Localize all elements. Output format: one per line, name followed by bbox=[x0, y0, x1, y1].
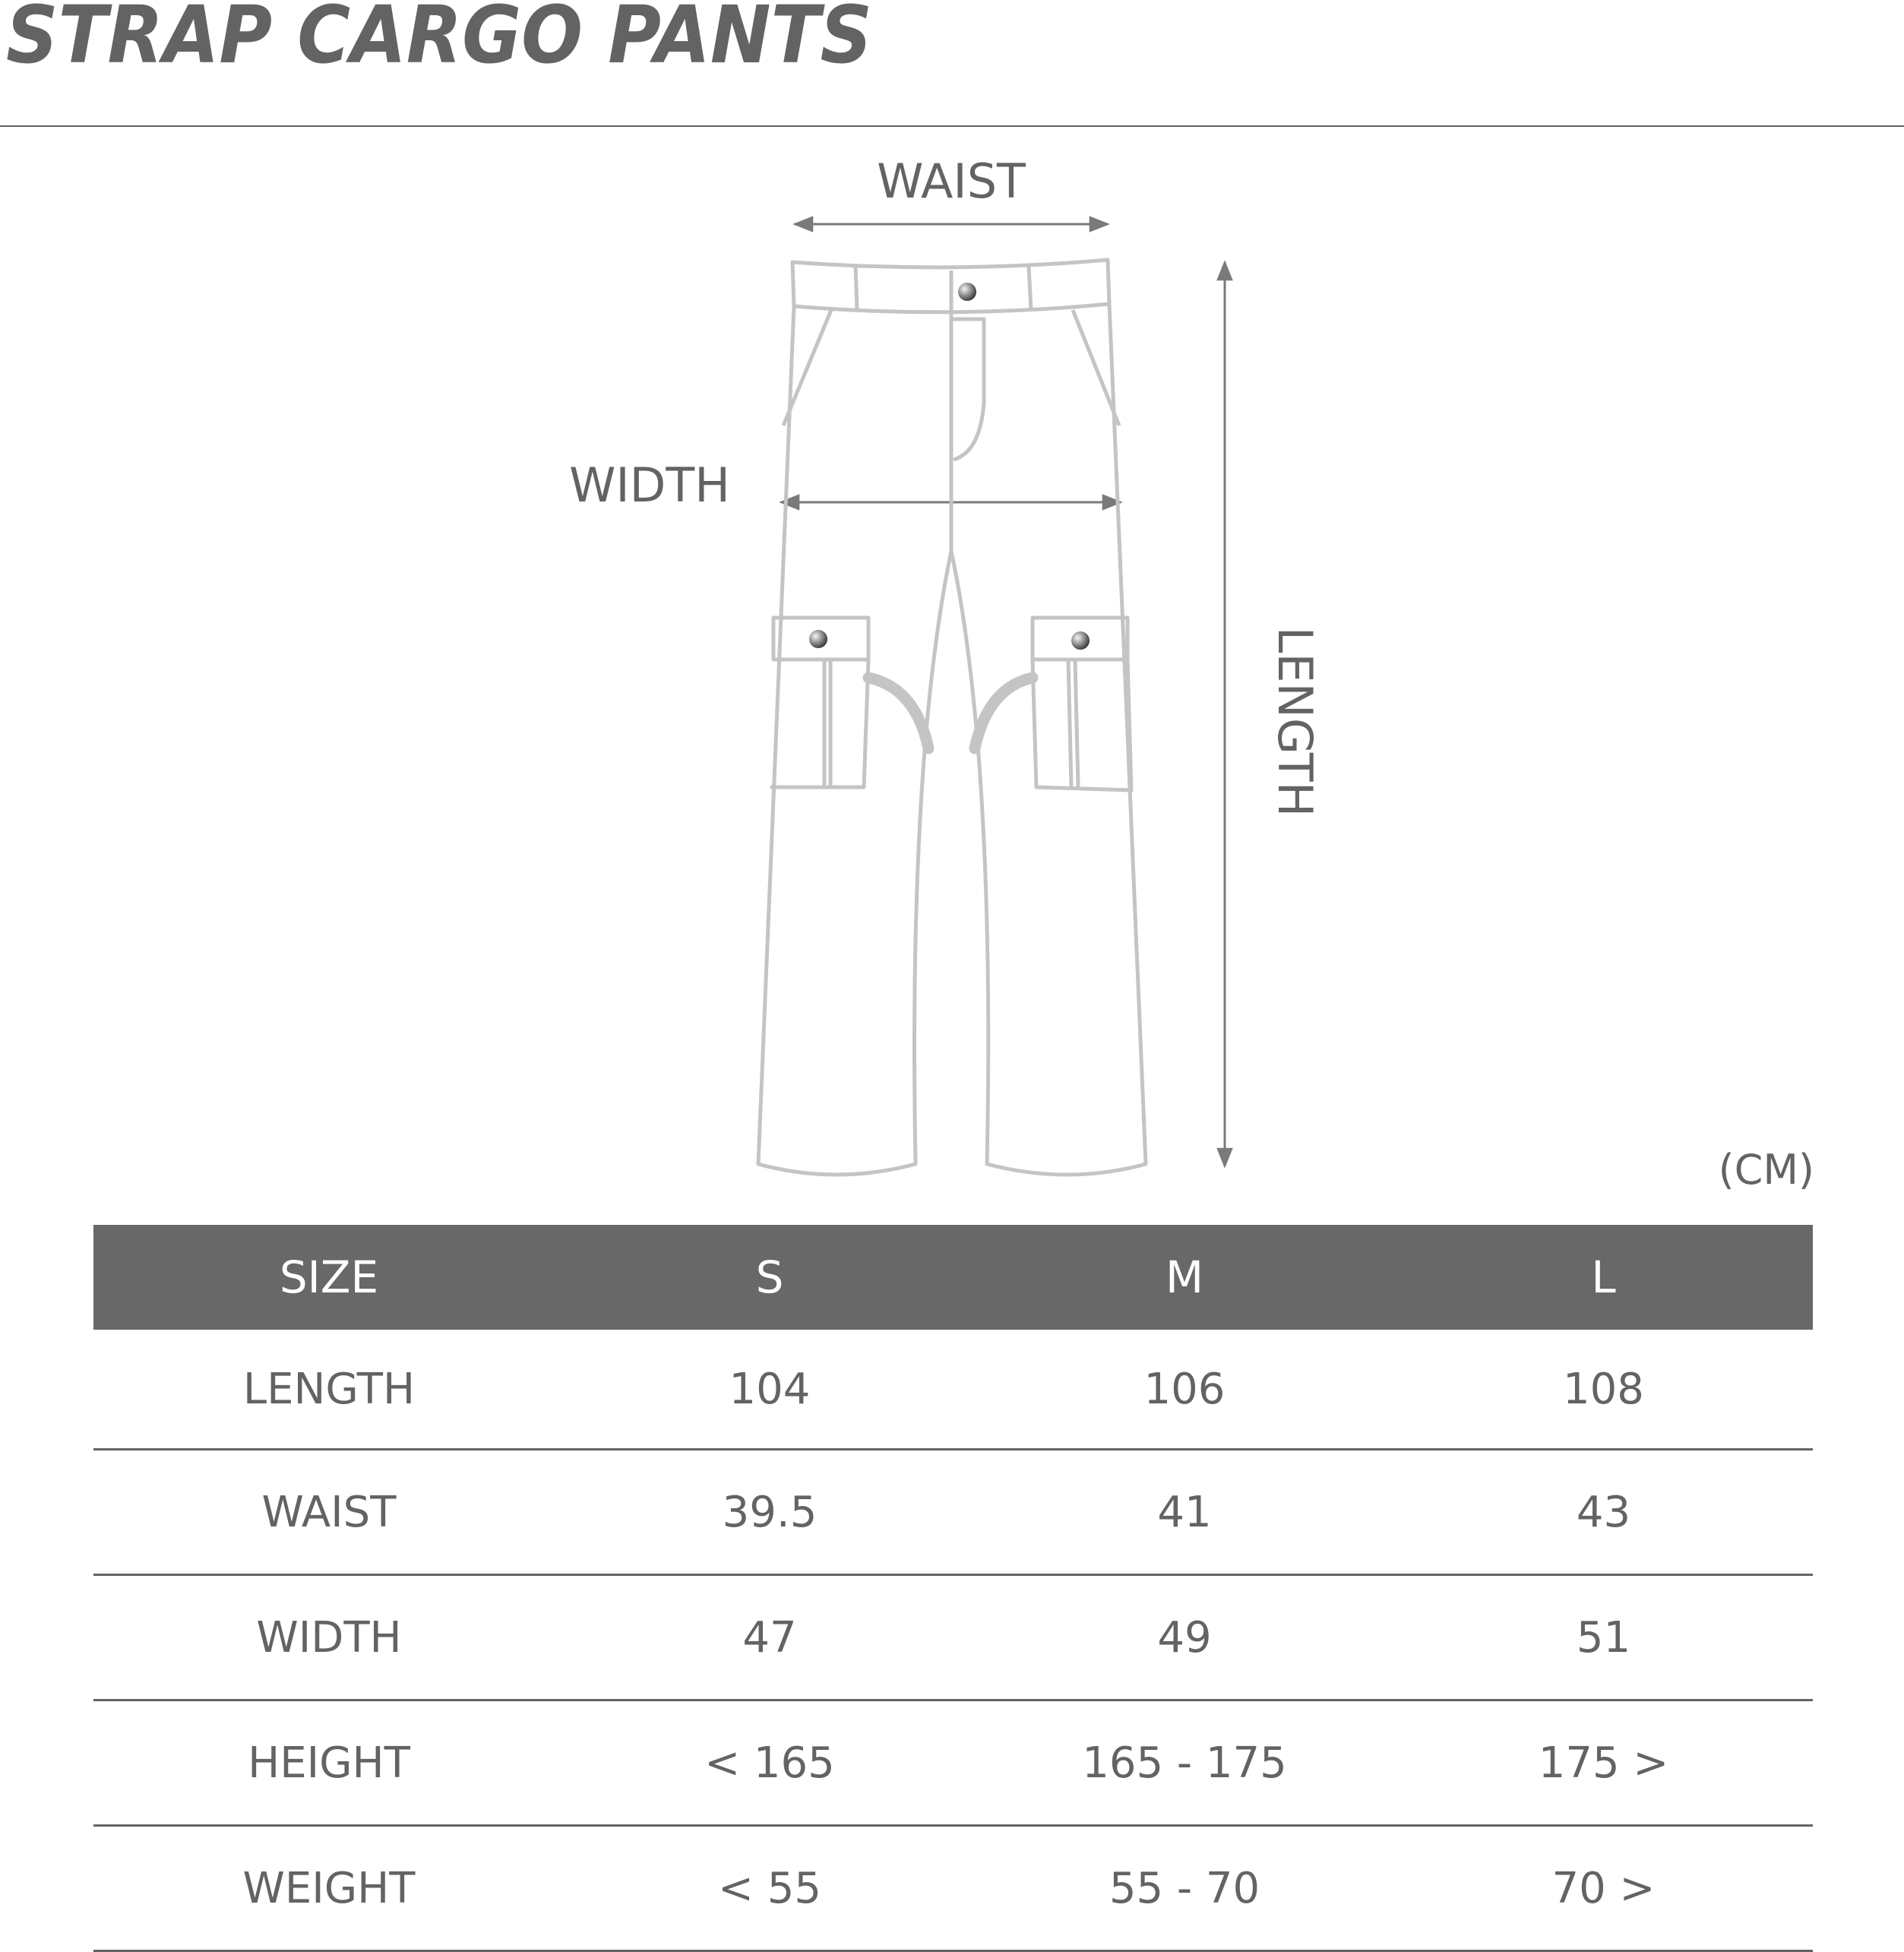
cell-value: 175 > bbox=[1394, 1700, 1813, 1826]
pants-straps bbox=[868, 678, 1033, 748]
cell-value: < 55 bbox=[565, 1826, 975, 1951]
waist-button-icon bbox=[958, 283, 976, 301]
header-size: SIZE bbox=[93, 1225, 565, 1330]
table-row bbox=[93, 1826, 1813, 1951]
left-pocket-button-icon bbox=[809, 630, 827, 648]
table-header-row bbox=[93, 1225, 1813, 1330]
header-m: M bbox=[975, 1225, 1394, 1330]
cell-value: 106 bbox=[975, 1330, 1394, 1450]
cell-value: 108 bbox=[1394, 1330, 1813, 1450]
header-s: S bbox=[565, 1225, 975, 1330]
cell-value: 47 bbox=[565, 1575, 975, 1700]
pants-outline bbox=[758, 260, 1146, 1175]
waist-label: WAIST bbox=[877, 153, 1026, 209]
cell-value: 41 bbox=[975, 1450, 1394, 1575]
row-label-weight: WEIGHT bbox=[93, 1826, 565, 1951]
cell-value: 43 bbox=[1394, 1450, 1813, 1575]
cell-value: 104 bbox=[565, 1330, 975, 1450]
size-table bbox=[93, 1225, 1813, 1952]
width-label: WIDTH bbox=[569, 457, 730, 513]
cell-value: 70 > bbox=[1394, 1826, 1813, 1951]
page-title bbox=[6, 0, 918, 76]
length-label: LENGTH bbox=[1267, 626, 1323, 818]
cell-value: < 165 bbox=[565, 1700, 975, 1826]
pants-diagram bbox=[0, 129, 1904, 1208]
cell-value: 55 - 70 bbox=[975, 1826, 1394, 1951]
row-label-height: HEIGHT bbox=[93, 1700, 565, 1826]
row-label-waist: WAIST bbox=[93, 1450, 565, 1575]
title-text: STRAP CARGO PANTS bbox=[6, 0, 872, 76]
table-row bbox=[93, 1450, 1813, 1575]
cell-value: 165 - 175 bbox=[975, 1700, 1394, 1826]
table-row bbox=[93, 1330, 1813, 1450]
right-pocket-button-icon bbox=[1071, 631, 1090, 650]
header-l: L bbox=[1394, 1225, 1813, 1330]
table-row bbox=[93, 1575, 1813, 1700]
row-label-width: WIDTH bbox=[93, 1575, 565, 1700]
title-divider bbox=[0, 125, 1904, 127]
cell-value: 39.5 bbox=[565, 1450, 975, 1575]
unit-label: (CM) bbox=[1718, 1146, 1814, 1194]
table-row bbox=[93, 1700, 1813, 1826]
cell-value: 49 bbox=[975, 1575, 1394, 1700]
row-label-length: LENGTH bbox=[93, 1330, 565, 1450]
cell-value: 51 bbox=[1394, 1575, 1813, 1700]
